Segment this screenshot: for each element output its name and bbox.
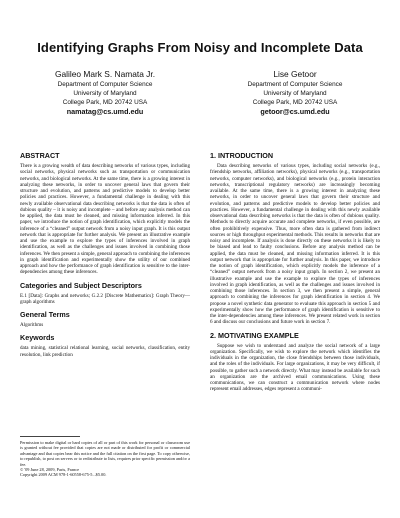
author-department: Department of Computer Science <box>247 81 343 88</box>
general-terms-text: Algorithms <box>20 322 44 328</box>
abstract-text: There is a growing wealth of data describing networks of various types, including social networks, physical networks such as transportation or communication networks, and biological networks. At the same time, there is a growing interest in analyzing these networks, in order to uncover general laws that govern their structure and evolution, and patterns and predictive models to develop better policies and practices. However, a fundamental challenge in dealing with this newly available observational data describing networks is that the data is often of dubious quality – it is noisy and incomplete – and before any analysis method can be applied, the data must be cleaned, and missing information inferred. In this paper, we introduce the notion of graph identification, which explicitly models the inference of a “cleaned” output network from a noisy input graph. It is this output network that is appropriate for further analysis. We present an illustrative example and use the example to explore the types of inferences involved in graph identification, as well as the challenges and issues involved in combining those inferences. We then present a simple, general approach to combining the inferences in graph identification and experimentally show the utility of our combined approach and how the performance of graph identification is sensitive to the inter-dependencies among these inferences. <box>20 163 190 276</box>
copyright-line: Copyright 2009 ACM 978-1-60558-675-5...$5.00. <box>20 472 107 478</box>
author-address: College Park, MD 20742 USA <box>62 99 148 106</box>
author-university: University of Maryland <box>73 90 137 97</box>
author-name: Galileo Mark S. Namata Jr. <box>54 69 156 79</box>
author-university: University of Maryland <box>263 90 327 97</box>
motivating-example-heading: 2. MOTIVATING EXAMPLE <box>210 330 299 340</box>
venue-line: © '09 June 28, 2009, Paris, France <box>20 467 80 473</box>
author-block-2 <box>210 70 380 116</box>
left-column <box>20 151 190 358</box>
motivating-example-text: Suppose we wish to understand and analyze the social network of a large organization. Specifically, we wish to explore the network which identifies the individuals in the organization, the close friendships between those individuals, and the roles of the individuals. For large organizations, it may be very difficult, if possible, to gather such a network directly. What may instead be available for such an organization are the archived email communications. Using these communications, we can construct a communication network where nodes represent email addresses, edges represent a communi- <box>210 342 380 393</box>
general-terms-heading: General Terms <box>20 310 70 319</box>
author-name: Lise Getoor <box>273 69 317 79</box>
keywords-heading: Keywords <box>20 333 55 343</box>
permission-notice: Permission to make digital or hard copies of all or part of this work for personal or classroom use is granted without fee provided that copies are not made or distributed for profit or commercial advantage and that copies bear this notice and the full citation on the first page. To copy otherwise, to republish, to post on servers or to redistribute to lists, requires prior specific permission and/or a fee. <box>20 440 190 467</box>
author-department: Department of Computer Science <box>57 81 153 88</box>
keywords-text: data mining, statistical relational learning, social networks, classification, entity resolution, link prediction <box>20 345 190 358</box>
copyright-footnote <box>20 436 190 478</box>
right-column <box>210 151 380 393</box>
author-email: getoor@cs.umd.edu <box>260 107 330 116</box>
categories-text: E.1 [Data]: Graphs and networks; G.2.2 [Discrete Mathematics]: Graph Theory—graph algorithms <box>20 292 190 305</box>
author-block-1 <box>20 70 190 116</box>
footnote-rule <box>20 436 80 437</box>
abstract-heading: ABSTRACT <box>20 151 60 160</box>
author-email: namatag@cs.umd.edu <box>66 107 144 116</box>
author-address: College Park, MD 20742 USA <box>252 99 338 106</box>
introduction-heading: 1. INTRODUCTION <box>210 151 274 160</box>
paper-title: Identifying Graphs From Noisy and Incomplete Data <box>37 40 363 55</box>
introduction-text: Data describing networks of various types, including social networks (e.g., friendship networks, affiliation networks), physical networks (e.g., transportation networks, computer networks), and biological networks (e.g., protein interaction networks, transcriptional regulatory networks) are increasingly becoming available. At the same time, there is a growing interest in analyzing these networks, in order to uncover general laws that govern their structure and evolution, and patterns and predictive models to develop better policies and practices. However, a fundamental challenge in dealing with this newly available observational data describing networks is that the data is often of dubious quality. Methods to directly acquire accurate and complete networks, if even possible, are often prohibitively expensive. Thus, more often data is gathered from indirect sources or high throughput experimental methods. This results in networks that are noisy and incomplete. If analysis is done directly on these networks it is likely to be biased and lead to faulty conclusions. Before any analysis method can be applied, the data must be cleaned, and missing information inferred. It is this output network that is appropriate for further analysis. In this paper, we introduce the notion of graph identification, which explicitly models the inference of a “cleaned” output network from a noisy input graph. In section 2, we present an illustrative example and use the example to explore the types of inferences involved in graph identification, as well as the challenges and issues involved in combining those inferences. In section 3, we then present a simple, general approach to combining the inferences for graph identification in section 4. We propose a novel synthetic data generator to evaluate this approach in section 5 and experimentally show how the performance of graph identification is sensitive to the inter-dependencies among these inferences. We present related work in section 6 and discuss our conclusions and future work in section 7. <box>210 163 380 326</box>
categories-heading: Categories and Subject Descriptors <box>20 280 142 290</box>
